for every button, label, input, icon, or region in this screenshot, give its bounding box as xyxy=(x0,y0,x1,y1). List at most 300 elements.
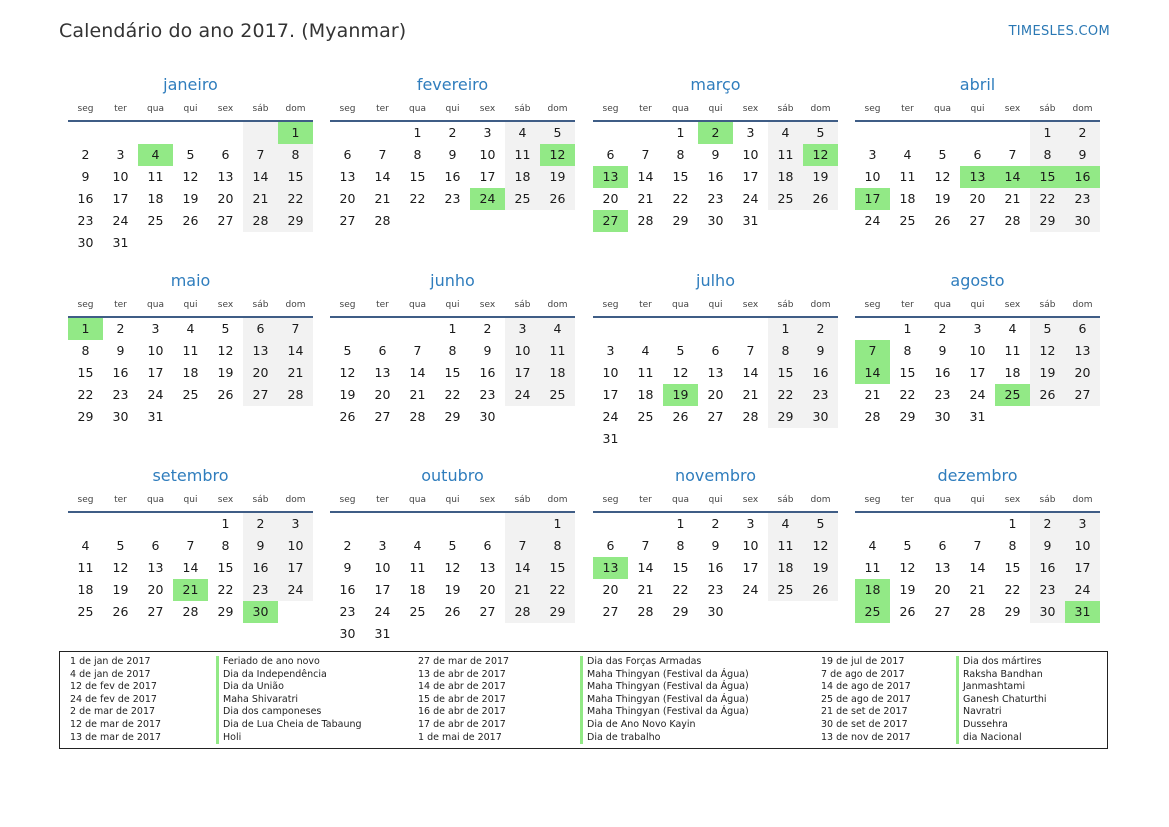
weekday-label: ter xyxy=(114,495,127,505)
weekday-label: sáb xyxy=(1039,300,1056,310)
empty-cell xyxy=(400,513,435,535)
day-cell: 3 xyxy=(151,321,160,336)
holiday-date: 14 de ago de 2017 xyxy=(821,681,911,693)
day-cell: 26 xyxy=(182,213,199,228)
day-cell: 15 xyxy=(1030,166,1065,188)
day-grid xyxy=(593,513,838,623)
day-cell: 11 xyxy=(77,560,94,575)
day-cell: 13 xyxy=(960,166,995,188)
holiday-date: 24 de fev de 2017 xyxy=(70,693,157,705)
site-link[interactable]: TIMESLES.COM xyxy=(1008,24,1110,39)
day-cell: 20 xyxy=(479,582,496,597)
weekday-label: dom xyxy=(1072,300,1093,310)
day-cell: 4 xyxy=(641,343,650,358)
day-cell: 24 xyxy=(278,579,313,601)
day-cell: 20 xyxy=(969,191,986,206)
day-cell: 30 xyxy=(77,235,94,250)
empty-cell xyxy=(173,122,208,144)
day-cell: 8 xyxy=(278,144,313,166)
weekday-header xyxy=(593,297,838,313)
day-cell: 10 xyxy=(742,538,759,553)
day-cell: 1 xyxy=(1030,122,1065,144)
day-cell: 25 xyxy=(855,601,890,623)
day-cell: 3 xyxy=(1065,513,1100,535)
empty-cell xyxy=(768,428,803,450)
day-cell: 13 xyxy=(217,169,234,184)
day-cell: 11 xyxy=(637,365,654,380)
weekday-label: sáb xyxy=(514,300,531,310)
empty-cell xyxy=(173,406,208,428)
day-cell: 31 xyxy=(969,409,986,424)
day-cell: 15 xyxy=(217,560,234,575)
empty-cell xyxy=(400,623,435,645)
day-cell: 9 xyxy=(116,343,125,358)
empty-cell xyxy=(103,513,138,535)
day-cell: 16 xyxy=(339,582,356,597)
day-cell: 21 xyxy=(969,582,986,597)
empty-cell xyxy=(540,210,575,232)
day-cell: 6 xyxy=(483,538,492,553)
day-cell: 4 xyxy=(903,147,912,162)
month-title: outubro xyxy=(421,466,484,485)
empty-cell xyxy=(173,232,208,254)
day-cell: 4 xyxy=(186,321,195,336)
weekday-label: qua xyxy=(147,300,164,310)
day-cell: 1 xyxy=(413,125,422,140)
day-cell: 6 xyxy=(606,538,615,553)
day-cell: 24 xyxy=(1065,579,1100,601)
day-cell: 26 xyxy=(112,604,129,619)
day-grid xyxy=(855,513,1100,623)
day-cell: 16 xyxy=(1065,166,1100,188)
weekday-label: ter xyxy=(376,495,389,505)
day-cell: 28 xyxy=(243,210,278,232)
day-cell: 9 xyxy=(343,560,352,575)
weekday-header xyxy=(855,101,1100,117)
day-cell: 15 xyxy=(768,362,803,384)
empty-cell xyxy=(278,406,313,428)
empty-cell xyxy=(505,210,540,232)
day-cell: 30 xyxy=(707,213,724,228)
day-cell: 14 xyxy=(637,560,654,575)
day-cell: 11 xyxy=(505,144,540,166)
weekday-label: dom xyxy=(547,495,568,505)
holiday-name: Maha Thingyan (Festival da Água) xyxy=(580,681,749,694)
day-cell: 24 xyxy=(505,384,540,406)
day-cell: 18 xyxy=(768,166,803,188)
day-cell: 3 xyxy=(278,513,313,535)
day-grid xyxy=(330,513,575,645)
weekday-label: qua xyxy=(934,104,951,114)
day-cell: 10 xyxy=(969,343,986,358)
day-cell: 25 xyxy=(637,409,654,424)
day-cell: 26 xyxy=(444,604,461,619)
holiday-date: 17 de abr de 2017 xyxy=(418,718,506,730)
day-cell: 1 xyxy=(221,516,230,531)
holiday-name: Dia da União xyxy=(216,681,362,694)
weekday-label: ter xyxy=(639,300,652,310)
day-cell: 3 xyxy=(483,125,492,140)
day-cell: 22 xyxy=(672,582,689,597)
day-cell: 5 xyxy=(803,513,838,535)
month-março xyxy=(593,73,838,232)
day-cell: 17 xyxy=(1065,557,1100,579)
month-dezembro xyxy=(855,464,1100,623)
day-cell: 27 xyxy=(243,384,278,406)
day-cell: 31 xyxy=(112,235,129,250)
day-cell: 5 xyxy=(448,538,457,553)
day-cell: 2 xyxy=(1065,122,1100,144)
day-cell: 16 xyxy=(707,560,724,575)
holiday-name: Feriado de ano novo xyxy=(216,656,362,669)
day-cell: 10 xyxy=(112,169,129,184)
holiday-names-col2 xyxy=(580,656,749,744)
day-cell: 22 xyxy=(672,191,689,206)
day-cell: 16 xyxy=(803,362,838,384)
day-cell: 29 xyxy=(899,409,916,424)
weekday-label: qui xyxy=(445,300,460,310)
day-cell: 29 xyxy=(672,604,689,619)
weekday-label: qua xyxy=(934,300,951,310)
day-cell: 7 xyxy=(186,538,195,553)
day-cell: 29 xyxy=(672,213,689,228)
weekday-label: ter xyxy=(376,300,389,310)
day-cell: 17 xyxy=(505,362,540,384)
weekday-label: sáb xyxy=(514,104,531,114)
weekday-label: sáb xyxy=(777,300,794,310)
day-cell: 10 xyxy=(1065,535,1100,557)
day-cell: 25 xyxy=(409,604,426,619)
holiday-date: 1 de jan de 2017 xyxy=(70,656,151,667)
holiday-name: Janmashtami xyxy=(956,681,1047,694)
weekday-label: qua xyxy=(934,495,951,505)
day-cell: 22 xyxy=(540,579,575,601)
weekday-label: qui xyxy=(970,495,985,505)
day-cell: 9 xyxy=(1030,535,1065,557)
holiday-name: Dia dos camponeses xyxy=(216,706,362,719)
holiday-date: 15 de abr de 2017 xyxy=(418,693,506,705)
empty-cell xyxy=(400,210,435,232)
weekday-label: qui xyxy=(708,104,723,114)
day-grid xyxy=(68,513,313,623)
holiday-name: dia Nacional xyxy=(956,732,1047,745)
day-cell: 30 xyxy=(479,409,496,424)
day-cell: 26 xyxy=(899,604,916,619)
day-cell: 27 xyxy=(934,604,951,619)
day-cell: 10 xyxy=(374,560,391,575)
day-cell: 15 xyxy=(540,557,575,579)
day-cell: 20 xyxy=(243,362,278,384)
weekday-label: dom xyxy=(285,495,306,505)
holiday-date: 19 de jul de 2017 xyxy=(821,656,905,667)
weekday-label: seg xyxy=(864,104,881,114)
day-grid xyxy=(330,318,575,428)
empty-cell xyxy=(243,232,278,254)
day-cell: 29 xyxy=(77,409,94,424)
day-cell: 16 xyxy=(243,557,278,579)
holiday-date: 16 de abr de 2017 xyxy=(418,706,506,718)
day-cell: 8 xyxy=(1030,144,1065,166)
day-cell: 3 xyxy=(746,125,755,140)
weekday-label: sex xyxy=(479,104,496,114)
month-title: fevereiro xyxy=(416,75,489,94)
day-cell: 16 xyxy=(77,191,94,206)
day-cell: 4 xyxy=(768,122,803,144)
weekday-label: qua xyxy=(409,300,426,310)
month-fevereiro xyxy=(330,73,575,232)
day-cell: 5 xyxy=(221,321,230,336)
empty-cell xyxy=(960,513,995,535)
day-cell: 9 xyxy=(711,147,720,162)
empty-cell xyxy=(855,513,890,535)
day-cell: 31 xyxy=(1065,601,1100,623)
day-cell: 25 xyxy=(505,188,540,210)
day-cell: 23 xyxy=(77,213,94,228)
day-cell: 19 xyxy=(803,166,838,188)
day-cell: 27 xyxy=(339,213,356,228)
day-cell: 10 xyxy=(742,147,759,162)
weekday-label: dom xyxy=(1072,495,1093,505)
weekday-label: qua xyxy=(409,495,426,505)
day-cell: 26 xyxy=(339,409,356,424)
holiday-date: 13 de abr de 2017 xyxy=(418,668,506,680)
day-cell: 6 xyxy=(606,147,615,162)
day-cell: 8 xyxy=(413,147,422,162)
day-cell: 25 xyxy=(540,384,575,406)
day-cell: 14 xyxy=(278,340,313,362)
weekday-label: seg xyxy=(77,300,94,310)
day-cell: 31 xyxy=(147,409,164,424)
day-cell: 22 xyxy=(768,384,803,406)
empty-cell xyxy=(995,122,1030,144)
empty-cell xyxy=(855,318,890,340)
day-cell: 24 xyxy=(147,387,164,402)
day-cell: 29 xyxy=(1030,210,1065,232)
day-cell: 3 xyxy=(606,343,615,358)
weekday-label: seg xyxy=(77,495,94,505)
day-cell: 4 xyxy=(505,122,540,144)
empty-cell xyxy=(733,601,768,623)
empty-cell xyxy=(505,406,540,428)
day-cell: 5 xyxy=(903,538,912,553)
day-cell: 26 xyxy=(934,213,951,228)
day-cell: 30 xyxy=(1030,601,1065,623)
day-cell: 16 xyxy=(707,169,724,184)
weekday-label: sex xyxy=(217,495,234,505)
day-cell: 6 xyxy=(938,538,947,553)
holiday-name: Dia de Lua Cheia de Tabaung xyxy=(216,719,362,732)
holiday-date: 1 de mai de 2017 xyxy=(418,731,502,743)
day-cell: 26 xyxy=(217,387,234,402)
day-cell: 19 xyxy=(182,191,199,206)
day-cell: 21 xyxy=(278,362,313,384)
day-cell: 13 xyxy=(479,560,496,575)
day-cell: 14 xyxy=(505,557,540,579)
day-cell: 20 xyxy=(339,191,356,206)
empty-cell xyxy=(208,232,243,254)
day-cell: 2 xyxy=(803,318,838,340)
month-title: junho xyxy=(430,271,475,290)
day-cell: 4 xyxy=(81,538,90,553)
weekday-label: seg xyxy=(602,300,619,310)
day-cell: 28 xyxy=(182,604,199,619)
day-cell: 27 xyxy=(602,604,619,619)
day-cell: 19 xyxy=(934,191,951,206)
day-cell: 23 xyxy=(707,582,724,597)
day-cell: 9 xyxy=(803,340,838,362)
weekday-label: seg xyxy=(602,104,619,114)
day-cell: 21 xyxy=(374,191,391,206)
day-cell: 7 xyxy=(505,535,540,557)
day-cell: 14 xyxy=(374,169,391,184)
day-cell: 7 xyxy=(746,343,755,358)
weekday-label: sáb xyxy=(777,495,794,505)
day-cell: 13 xyxy=(339,169,356,184)
holiday-date: 4 de jan de 2017 xyxy=(70,668,151,680)
day-cell: 2 xyxy=(483,321,492,336)
empty-cell xyxy=(330,122,365,144)
weekday-label: sex xyxy=(742,104,759,114)
day-cell: 12 xyxy=(217,343,234,358)
day-cell: 13 xyxy=(243,340,278,362)
day-cell: 31 xyxy=(374,626,391,641)
month-agosto xyxy=(855,269,1100,428)
day-cell: 3 xyxy=(868,147,877,162)
empty-cell xyxy=(1065,406,1100,428)
day-cell: 27 xyxy=(593,210,628,232)
month-novembro xyxy=(593,464,838,623)
day-cell: 7 xyxy=(278,318,313,340)
day-cell: 23 xyxy=(479,387,496,402)
day-cell: 21 xyxy=(864,387,881,402)
day-cell: 15 xyxy=(444,365,461,380)
day-cell: 30 xyxy=(1065,210,1100,232)
day-cell: 1 xyxy=(448,321,457,336)
day-cell: 27 xyxy=(217,213,234,228)
weekday-label: seg xyxy=(339,104,356,114)
day-cell: 22 xyxy=(409,191,426,206)
holiday-date: 25 de ago de 2017 xyxy=(821,693,911,705)
day-cell: 22 xyxy=(77,387,94,402)
day-cell: 19 xyxy=(339,387,356,402)
day-cell: 10 xyxy=(278,535,313,557)
day-cell: 19 xyxy=(217,365,234,380)
weekday-label: ter xyxy=(901,495,914,505)
day-cell: 6 xyxy=(1065,318,1100,340)
day-cell: 22 xyxy=(1030,188,1065,210)
day-cell: 4 xyxy=(413,538,422,553)
day-cell: 14 xyxy=(409,365,426,380)
month-janeiro xyxy=(68,73,313,254)
day-cell: 24 xyxy=(742,191,759,206)
day-cell: 23 xyxy=(243,579,278,601)
day-cell: 21 xyxy=(173,579,208,601)
weekday-label: sáb xyxy=(252,300,269,310)
weekday-label: dom xyxy=(810,495,831,505)
empty-cell xyxy=(435,513,470,535)
weekday-label: qua xyxy=(672,104,689,114)
day-cell: 27 xyxy=(479,604,496,619)
day-cell: 14 xyxy=(182,560,199,575)
day-cell: 17 xyxy=(742,560,759,575)
weekday-label: qui xyxy=(708,495,723,505)
day-cell: 8 xyxy=(676,538,685,553)
day-cell: 24 xyxy=(374,604,391,619)
day-cell: 27 xyxy=(374,409,391,424)
day-cell: 13 xyxy=(1065,340,1100,362)
empty-cell xyxy=(733,428,768,450)
day-cell: 1 xyxy=(676,516,685,531)
day-cell: 30 xyxy=(803,406,838,428)
day-cell: 26 xyxy=(803,188,838,210)
empty-cell xyxy=(698,318,733,340)
day-cell: 7 xyxy=(855,340,890,362)
day-cell: 8 xyxy=(81,343,90,358)
empty-cell xyxy=(330,513,365,535)
day-cell: 11 xyxy=(182,343,199,358)
day-cell: 21 xyxy=(637,582,654,597)
weekday-label: dom xyxy=(285,104,306,114)
day-cell: 12 xyxy=(182,169,199,184)
day-cell: 14 xyxy=(742,365,759,380)
holiday-name: Maha Thingyan (Festival da Água) xyxy=(580,694,749,707)
day-cell: 18 xyxy=(77,582,94,597)
day-grid xyxy=(330,122,575,232)
day-cell: 28 xyxy=(278,384,313,406)
day-cell: 30 xyxy=(707,604,724,619)
day-cell: 7 xyxy=(641,538,650,553)
day-grid xyxy=(68,122,313,254)
weekday-label: dom xyxy=(547,300,568,310)
holiday-date: 30 de set de 2017 xyxy=(821,718,908,730)
weekday-header xyxy=(68,492,313,508)
weekday-label: sáb xyxy=(514,495,531,505)
day-cell: 21 xyxy=(1004,191,1021,206)
day-cell: 26 xyxy=(1030,384,1065,406)
day-cell: 6 xyxy=(243,318,278,340)
day-cell: 23 xyxy=(112,387,129,402)
day-cell: 6 xyxy=(711,343,720,358)
weekday-label: ter xyxy=(376,104,389,114)
month-title: agosto xyxy=(950,271,1005,290)
day-cell: 29 xyxy=(278,210,313,232)
weekday-label: sáb xyxy=(252,104,269,114)
day-cell: 15 xyxy=(672,169,689,184)
empty-cell xyxy=(890,122,925,144)
weekday-header xyxy=(68,297,313,313)
day-cell: 20 xyxy=(1065,362,1100,384)
empty-cell xyxy=(768,601,803,623)
day-cell: 4 xyxy=(1008,321,1017,336)
weekday-label: dom xyxy=(547,104,568,114)
day-cell: 19 xyxy=(540,166,575,188)
weekday-label: sex xyxy=(1004,300,1021,310)
holiday-name: Navratri xyxy=(956,706,1047,719)
empty-cell xyxy=(803,210,838,232)
day-cell: 2 xyxy=(81,147,90,162)
empty-cell xyxy=(470,210,505,232)
holiday-date: 14 de abr de 2017 xyxy=(418,681,506,693)
empty-cell xyxy=(855,122,890,144)
day-cell: 6 xyxy=(343,147,352,162)
day-cell: 24 xyxy=(969,387,986,402)
day-cell: 10 xyxy=(505,340,540,362)
day-grid xyxy=(593,122,838,232)
empty-cell xyxy=(400,318,435,340)
day-cell: 28 xyxy=(505,601,540,623)
empty-cell xyxy=(663,428,698,450)
day-cell: 23 xyxy=(707,191,724,206)
